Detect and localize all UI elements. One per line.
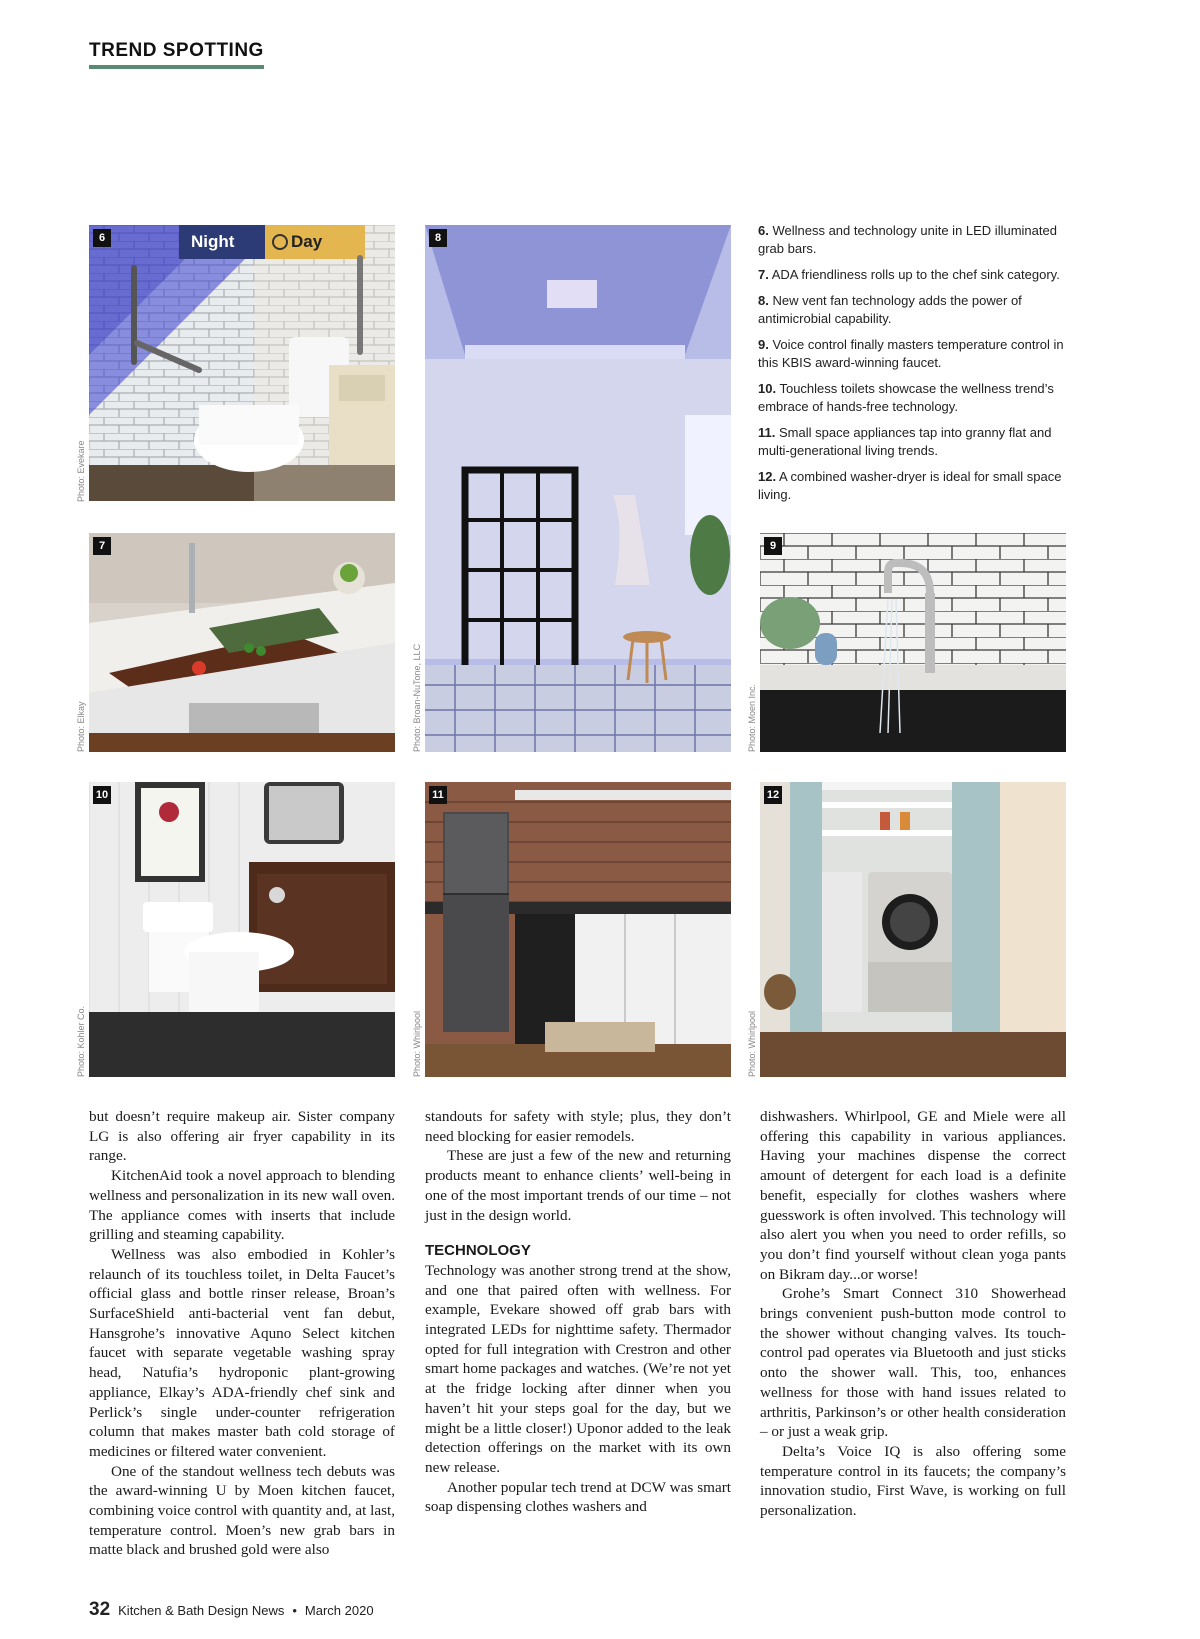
caption-10: 10. Touchless toilets showcase the wellness trend’s embrace of hands-free technology. xyxy=(758,381,1054,414)
photo-number-badge: 11 xyxy=(429,786,447,804)
paragraph: Delta’s Voice IQ is also offering some temperature control in its faucets; the company’s innovation studio, First Wave, is working on full personalization. xyxy=(760,1442,1066,1520)
photo-6-led-grab-bars xyxy=(89,225,395,501)
photo-12-washer-dryer xyxy=(760,782,1066,1077)
photo-credit: Photo: Whirlpool xyxy=(747,1010,757,1077)
photo-number-badge: 9 xyxy=(764,537,782,555)
caption-12: 12. A combined washer-dryer is ideal for small space living. xyxy=(758,469,1062,502)
caption-6: 6. Wellness and technology unite in LED illuminated grab bars. xyxy=(758,223,1057,256)
photo-number-badge: 8 xyxy=(429,229,447,247)
paragraph: standouts for safety with style; plus, they don’t need blocking for easier remodels. xyxy=(425,1108,731,1145)
photo-credit: Photo: Moen Inc. xyxy=(747,683,757,752)
day-label: Day xyxy=(291,232,323,251)
photo-10-touchless-toilet xyxy=(89,782,395,1077)
photo-number-badge: 10 xyxy=(93,786,111,804)
page-footer xyxy=(89,1599,374,1621)
paragraph: These are just a few of the new and returning products meant to enhance clients’ well-being in one of the most important trends of our time – not just in the design world. xyxy=(425,1147,731,1224)
paragraph: Wellness was also embodied in Kohler’s relaunch of its touchless toilet, in Delta Faucet’s official glass and bottle rinser release, Broan’s SurfaceShield anti-bacterial vent fan debut, Hansgrohe’s innovative Aquno Select kitchen faucet with separate vegetable washing spray head, Natufia’s hydroponic plant-growing appliance, Elkay’s ADA-friendly chef sink and Perlick’s single under-counter refrigeration column that makes master bath cold storage of medicines or filtered water convenient. xyxy=(89,1245,395,1460)
paragraph: but doesn’t require makeup air. Sister company LG is also offering air fryer capability in its range. xyxy=(89,1108,395,1165)
photo-credit: Photo: Whirlpool xyxy=(412,1010,422,1077)
paragraph: Technology was another strong trend at the show, and one that paired often with wellness. For example, Evekare showed off grab bars with integrated LEDs for nighttime safety. Thermador opted for full integration with Crestron and other smart home packages and watches. (We’re not yet at the fridge locking after dinner when you haven’t hit your steps goal for the day, but we might be a little closer!) Uponor added to the leak detection offerings on the market with its own new release. xyxy=(425,1261,731,1476)
footer-separator: • xyxy=(292,1603,297,1618)
caption-9: 9. Voice control finally masters temperature control in this KBIS award-winning faucet. xyxy=(758,337,1064,370)
photo-number-badge: 12 xyxy=(764,786,782,804)
caption-7: 7. ADA friendliness rolls up to the chef sink category. xyxy=(758,267,1060,282)
night-label: Night xyxy=(191,232,235,251)
paragraph: Another popular tech trend at DCW was smart soap dispensing clothes washers and xyxy=(425,1478,731,1516)
photo-number-badge: 6 xyxy=(93,229,111,247)
photo-credit: Photo: Elkay xyxy=(76,701,86,752)
photo-11-small-kitchen xyxy=(425,782,731,1077)
photo-number-badge: 7 xyxy=(93,537,111,555)
photo-credit: Photo: Evekare xyxy=(76,440,86,502)
page-number: 32 xyxy=(89,1599,111,1620)
caption-8: 8. New vent fan technology adds the power of antimicrobial capability. xyxy=(758,293,1022,326)
article-column-2 xyxy=(425,1107,731,1517)
article-column-1 xyxy=(89,1107,395,1560)
caption-list xyxy=(758,222,1070,512)
issue-date: March 2020 xyxy=(304,1603,374,1618)
caption-11: 11. Small space appliances tap into granny flat and multi-generational living trends. xyxy=(758,425,1052,458)
photo-credit: Photo: Kohler Co. xyxy=(76,1005,86,1077)
publication-name: Kitchen & Bath Design News xyxy=(118,1603,285,1618)
photo-7-chef-sink xyxy=(89,533,395,752)
article-column-3 xyxy=(760,1107,1066,1521)
paragraph: dishwashers. Whirlpool, GE and Miele were all offering this capability in various appliances. Having your machines dispense the correct amount of detergent for each load is a definite benefit, especially for clothes washers where guesswork is often involved. This technology will also alert you when you need to order refills, so you don’t find yourself without clean yoga pants on Bikram day...or worse! xyxy=(760,1108,1066,1283)
photo-9-voice-faucet xyxy=(760,533,1066,752)
photo-8-vent-fan-shower xyxy=(425,225,731,752)
paragraph: Grohe’s Smart Connect 310 Showerhead brings convenient push-button mode control to the shower without changing valves. Its touch-control pad operates via Bluetooth and just sticks onto the shower wall. This, too, enhances wellness for those with hand issues related to arthritis, Parkinson’s or other health consideration – or just a weak grip. xyxy=(760,1285,1066,1441)
photo-credit: Photo: Broan-NuTone, LLC xyxy=(412,643,422,752)
section-header: TREND SPOTTING xyxy=(89,40,264,69)
paragraph: KitchenAid took a novel approach to blending wellness and personalization in its new wall oven. The appliance comes with inserts that include grilling and steaming capability. xyxy=(89,1167,395,1244)
section-heading-technology: TECHNOLOGY xyxy=(425,1242,531,1260)
paragraph: One of the standout wellness tech debuts was the award-winning U by Moen kitchen faucet, combining voice control with quantity and, at last, temperature control. Moen’s new grab bars in matte black and brushed gold were also xyxy=(89,1462,395,1559)
